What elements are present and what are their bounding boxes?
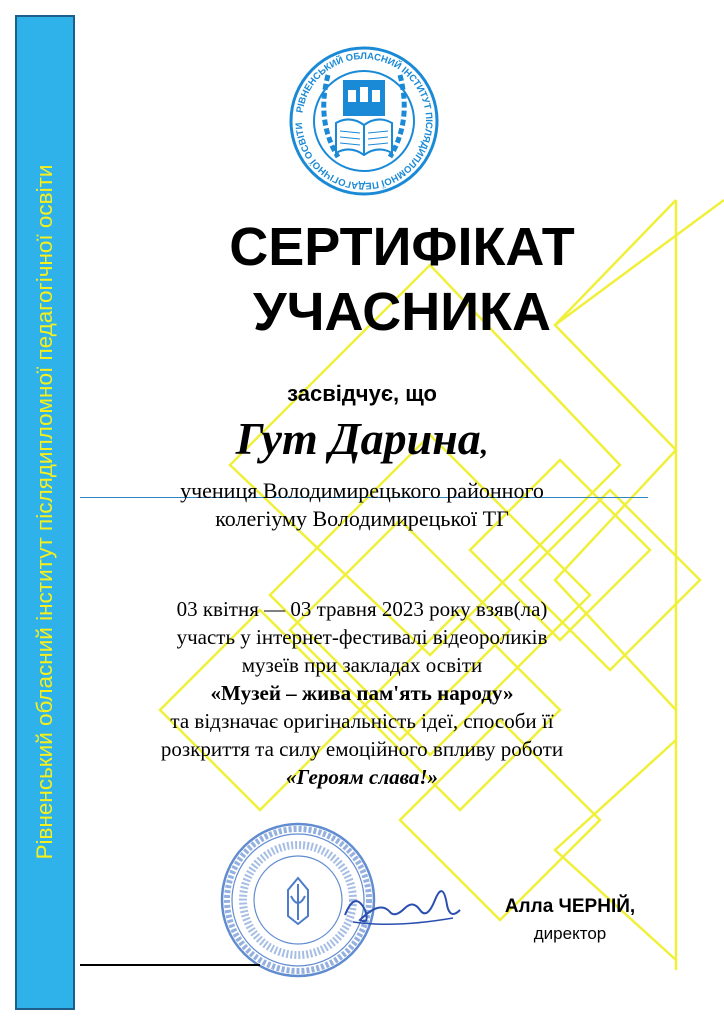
signature-line bbox=[80, 964, 260, 966]
certifies-text: засвідчує, що bbox=[287, 381, 437, 406]
sidebar-institute-text: Рівненський обласний інститут післядипломної педагогічної освіти bbox=[32, 164, 57, 860]
work-title: «Героям слава!» bbox=[285, 765, 439, 789]
recipient-line2: колегіуму Володимирецької ТГ bbox=[215, 506, 509, 531]
body-line1: 03 квітня — 03 травня 2023 року взяв(ла) bbox=[176, 597, 548, 621]
director-signature bbox=[335, 870, 465, 940]
recipient-name bbox=[80, 412, 644, 465]
institute-emblem-logo bbox=[288, 45, 440, 197]
certificate-body bbox=[80, 595, 644, 791]
certificate-title-line1: СЕРТИФІКАТ bbox=[229, 217, 575, 277]
body-line2: участь у інтернет-фестивалі відеороликів bbox=[176, 625, 548, 649]
recipient-details bbox=[80, 477, 644, 533]
signer-name: Алла ЧЕРНІЙ, bbox=[504, 896, 636, 917]
body-line5: та відзначає оригінальність ідеї, способи її bbox=[170, 709, 554, 733]
recipient-line1: учениця Володимирецького районного bbox=[180, 478, 544, 503]
recipient-name-comma: , bbox=[480, 428, 489, 461]
certificate-title-line2: УЧАСНИКА bbox=[253, 282, 551, 342]
festival-name: «Музей – жива пам'ять народу» bbox=[210, 681, 514, 705]
signer-role: директор bbox=[533, 924, 607, 943]
body-line6: розкриття та силу емоційного впливу роботи bbox=[160, 737, 564, 761]
body-line3: музеїв при закладах освіти bbox=[241, 653, 483, 677]
svg-text:РІВНЕНСЬКИЙ ОБЛАСНИЙ ІНСТИТУТ: РІВНЕНСЬКИЙ ОБЛАСНИЙ ІНСТИТУТ ПІСЛЯДИПЛОМНОЇ ПЕДАГОГІЧНОЇ ОСВІТИ bbox=[293, 50, 435, 192]
recipient-name-text: Гут Дарина bbox=[235, 413, 481, 464]
